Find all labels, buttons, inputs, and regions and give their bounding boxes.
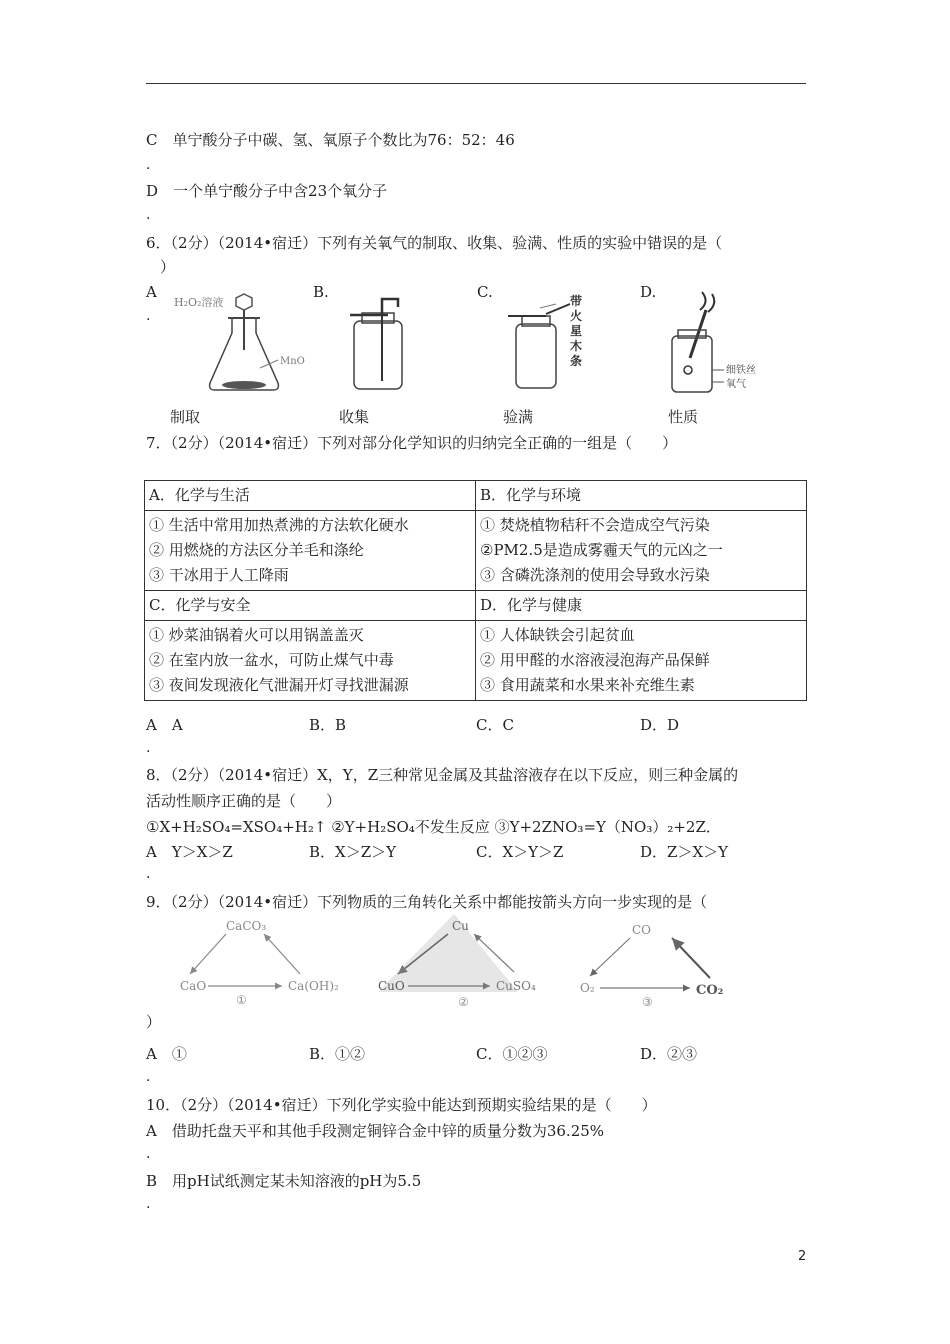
header-rule [146, 83, 806, 84]
table-cell: D．化学与健康 [476, 591, 807, 621]
table-line: ① 焚烧植物秸秆不会造成空气污染 [480, 516, 710, 534]
h2o2-label: H₂O₂溶液 [174, 296, 224, 309]
q8-stem-2: 活动性顺序正确的是（ ） [146, 792, 342, 810]
caption-collection: 收集 [339, 408, 370, 426]
splint-char: 带 [570, 294, 583, 308]
q10-option-a: A 借助托盘天平和其他手段测定铜锌合金中锌的质量分数为36.25% [146, 1122, 605, 1140]
splint-label [570, 294, 584, 369]
apparatus-test-full-figure [500, 290, 600, 395]
node-o2: O₂ [580, 981, 595, 995]
table-cell [145, 621, 476, 701]
table-cell [476, 621, 807, 701]
q7-option-d: D．D [640, 716, 680, 734]
node-co: CO [632, 923, 652, 937]
table-line: ② 用甲醛的水溶液浸泡海产品保鲜 [480, 651, 710, 669]
q6-option-d: D. [640, 283, 657, 301]
caption-test-full: 验满 [503, 408, 534, 426]
table-cell [145, 511, 476, 591]
q8-option-d: D．Z＞X＞Y [640, 843, 729, 861]
splint-char: 星 [570, 324, 583, 338]
table-line: ③ 食用蔬菜和水果来补充维生素 [480, 676, 695, 694]
table-row [145, 621, 807, 701]
node-caco3: CaCO₃ [226, 919, 267, 933]
q8-equations: ①X+H₂SO₄=XSO₄+H₂↑ ②Y+H₂SO₄不发生反应 ③Y+2ZNO₃=Y（NO₃）₂+2Z． [146, 818, 721, 836]
apparatus-property-figure [662, 288, 792, 398]
q9-option-a: A ① [146, 1045, 187, 1063]
iron-wire-label: 细铁丝 [726, 365, 756, 376]
node-cuso4: CuSO₄ [496, 979, 536, 993]
q10-option-b: B 用pH试纸测定某未知溶液的pH为5.5 [146, 1172, 422, 1190]
triangle-diagram-2 [368, 906, 568, 1012]
label-2: ② [458, 995, 469, 1009]
q8-stem: 8．（2分）（2014•宿迁）X，Y，Z三种常见金属及其盐溶液存在以下反应，则三种金属的 [146, 766, 739, 784]
q6-option-a: A [146, 283, 157, 301]
q6-option-b: B. [313, 283, 329, 301]
dot: . [146, 866, 151, 882]
apparatus-preparation-figure [170, 288, 320, 398]
q7-stem: 7．（2分）（2014•宿迁）下列对部分化学知识的归纳完全正确的一组是（ ） [146, 434, 678, 452]
label-3: ③ [642, 995, 653, 1009]
table-line: ② 在室内放一盆水，可防止煤气中毒 [149, 651, 394, 669]
caption-property: 性质 [668, 408, 699, 426]
label-1: ① [236, 993, 247, 1007]
q9-option-c: C．①②③ [476, 1045, 548, 1063]
table-line: ③ 夜间发现液化气泄漏开灯寻找泄漏源 [149, 676, 409, 694]
dot: . [146, 1069, 151, 1085]
triangle-diagram-3 [572, 912, 742, 1012]
dot: . [146, 157, 151, 173]
table-row [145, 481, 807, 511]
table-line: ③ 含磷洗涤剂的使用会导致水污染 [480, 566, 710, 584]
table-cell: B．化学与环境 [476, 481, 807, 511]
q5-option-d: D 一个单宁酸分子中含23个氧分子 [146, 182, 388, 200]
mno-label: MnO [280, 356, 305, 367]
table-cell: A．化学与生活 [145, 481, 476, 511]
q7-option-c: C．C [476, 716, 514, 734]
table-line: ③ 干冰用于人工降雨 [149, 566, 289, 584]
apparatus-collection-figure [340, 293, 420, 393]
table-cell [476, 511, 807, 591]
q5-option-c: C 单宁酸分子中碳、氢、氧原子个数比为76：52：46 [146, 131, 515, 149]
q9-option-b: B．①② [309, 1045, 366, 1063]
node-caoh2: Ca(OH)₂ [288, 979, 339, 993]
splint-char: 条 [570, 354, 583, 368]
dot: . [146, 1146, 151, 1162]
table-row [145, 511, 807, 591]
table-cell: C．化学与安全 [145, 591, 476, 621]
caption-preparation: 制取 [170, 408, 201, 426]
triangle-diagram-1 [160, 912, 360, 1012]
knowledge-table [144, 480, 807, 701]
dot: . [146, 1196, 151, 1212]
q9-stem: 9．（2分）（2014•宿迁）下列物质的三角转化关系中都能按箭头方向一步实现的是（ [146, 893, 708, 911]
q9-stem-close: ） [146, 1013, 162, 1031]
node-co2: CO₂ [696, 983, 724, 998]
table-line: ② 用燃烧的方法区分羊毛和涤纶 [149, 541, 364, 559]
dot: . [146, 308, 151, 324]
node-cu: Cu [452, 919, 469, 933]
q6-stem-close: ） [160, 258, 176, 276]
table-line: ① 炒菜油锅着火可以用锅盖盖灭 [149, 626, 364, 644]
q6-option-c: C. [477, 283, 493, 301]
node-cuo: CuO [378, 979, 405, 993]
splint-char: 木 [570, 339, 583, 353]
q6-stem: 6．（2分）（2014•宿迁）下列有关氧气的制取、收集、验满、性质的实验中错误的是（ [146, 234, 723, 252]
dot: . [146, 207, 151, 223]
q8-option-c: C．X＞Y＞Z [476, 843, 564, 861]
q8-option-a: A Y＞X＞Z [146, 843, 233, 861]
q7-option-b: B．B [309, 716, 347, 734]
page-number: 2 [798, 1249, 807, 1264]
table-line: ① 生活中常用加热煮沸的方法软化硬水 [149, 516, 409, 534]
table-line: ②PM2.5是造成雾霾天气的元凶之一 [480, 541, 723, 559]
q9-option-d: D．②③ [640, 1045, 698, 1063]
table-row [145, 591, 807, 621]
q10-stem: 10．（2分）（2014•宿迁）下列化学实验中能达到预期实验结果的是（ ） [146, 1096, 657, 1114]
q7-option-a: A A [146, 716, 183, 734]
table-line: ① 人体缺铁会引起贫血 [480, 626, 635, 644]
dot: . [146, 740, 151, 756]
splint-char: 火 [570, 309, 583, 323]
oxygen-label: 氧气 [726, 379, 746, 390]
node-cao: CaO [180, 979, 207, 993]
q8-option-b: B．X＞Z＞Y [309, 843, 397, 861]
